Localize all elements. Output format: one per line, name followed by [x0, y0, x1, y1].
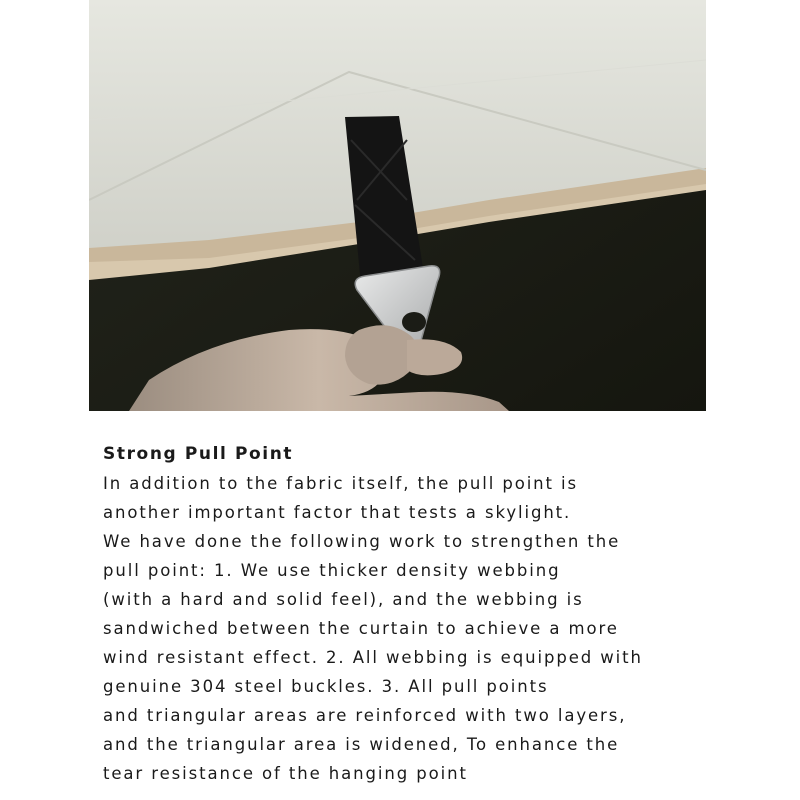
- description-line: wind resistant effect. 2. All webbing is equipped with: [103, 648, 643, 667]
- description-line: pull point: 1. We use thicker density webbing: [103, 561, 561, 580]
- description-line: (with a hard and solid feel), and the webbing is: [103, 590, 584, 609]
- section-heading: Strong Pull Point: [103, 444, 294, 464]
- buckle-hole: [402, 312, 426, 332]
- description-line: genuine 304 steel buckles. 3. All pull points: [103, 677, 549, 696]
- description-line: another important factor that tests a skylight.: [103, 503, 572, 522]
- description-line: tear resistance of the hanging point: [103, 764, 468, 783]
- description-block: [103, 442, 743, 788]
- description-line: and triangular areas are reinforced with two layers,: [103, 706, 627, 725]
- description-line: We have done the following work to strengthen the: [103, 532, 621, 551]
- description-line: In addition to the fabric itself, the pull point is: [103, 474, 579, 493]
- tarp-pull-point-illustration: [89, 0, 706, 411]
- description-line: and the triangular area is widened, To enhance the: [103, 735, 620, 754]
- product-photo: [89, 0, 706, 411]
- description-line: sandwiched between the curtain to achieve a more: [103, 619, 619, 638]
